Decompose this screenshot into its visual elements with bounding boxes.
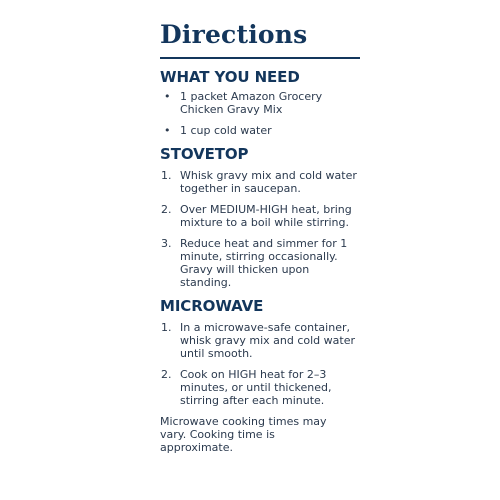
list-item-text: In a microwave-safe container, whisk gravy mix and cold water until smooth. <box>180 321 356 360</box>
section-stovetop <box>160 145 360 289</box>
directions-panel <box>160 18 360 454</box>
step-number: 2. <box>161 203 172 216</box>
list-item-text: Reduce heat and simmer for 1 minute, stirring occasionally. Gravy will thicken upon standing. <box>180 237 348 289</box>
page-title: Directions <box>160 20 308 49</box>
section-heading-microwave: MICROWAVE <box>160 297 264 315</box>
ingredient-list <box>160 90 360 137</box>
microwave-steps <box>160 321 360 407</box>
bullet-marker: • <box>164 90 171 103</box>
list-item <box>160 237 360 289</box>
list-item <box>160 90 360 116</box>
list-item <box>160 368 360 407</box>
step-number: 3. <box>161 237 172 250</box>
step-number: 1. <box>161 169 172 182</box>
list-item-text: 1 cup cold water <box>180 124 272 137</box>
list-item-text: 1 packet Amazon Grocery Chicken Gravy Mix <box>180 90 323 116</box>
section-microwave <box>160 297 360 454</box>
list-item-text: Over MEDIUM-HIGH heat, bring mixture to a boil while stirring. <box>180 203 352 229</box>
list-item <box>160 124 360 137</box>
cooking-time-note: Microwave cooking times may vary. Cooking time is approximate. <box>160 415 327 454</box>
section-heading-stovetop: STOVETOP <box>160 145 249 163</box>
title-divider <box>160 57 360 59</box>
list-item-text: Whisk gravy mix and cold water together in saucepan. <box>180 169 357 195</box>
bullet-marker: • <box>164 124 171 137</box>
step-number: 2. <box>161 368 172 381</box>
step-number: 1. <box>161 321 172 334</box>
stovetop-steps <box>160 169 360 289</box>
list-item <box>160 321 360 360</box>
list-item-text: Cook on HIGH heat for 2–3 minutes, or until thickened, stirring after each minute. <box>180 368 332 407</box>
section-what-you-need <box>160 68 360 137</box>
section-heading-what-you-need: WHAT YOU NEED <box>160 68 300 86</box>
list-item <box>160 203 360 229</box>
list-item <box>160 169 360 195</box>
